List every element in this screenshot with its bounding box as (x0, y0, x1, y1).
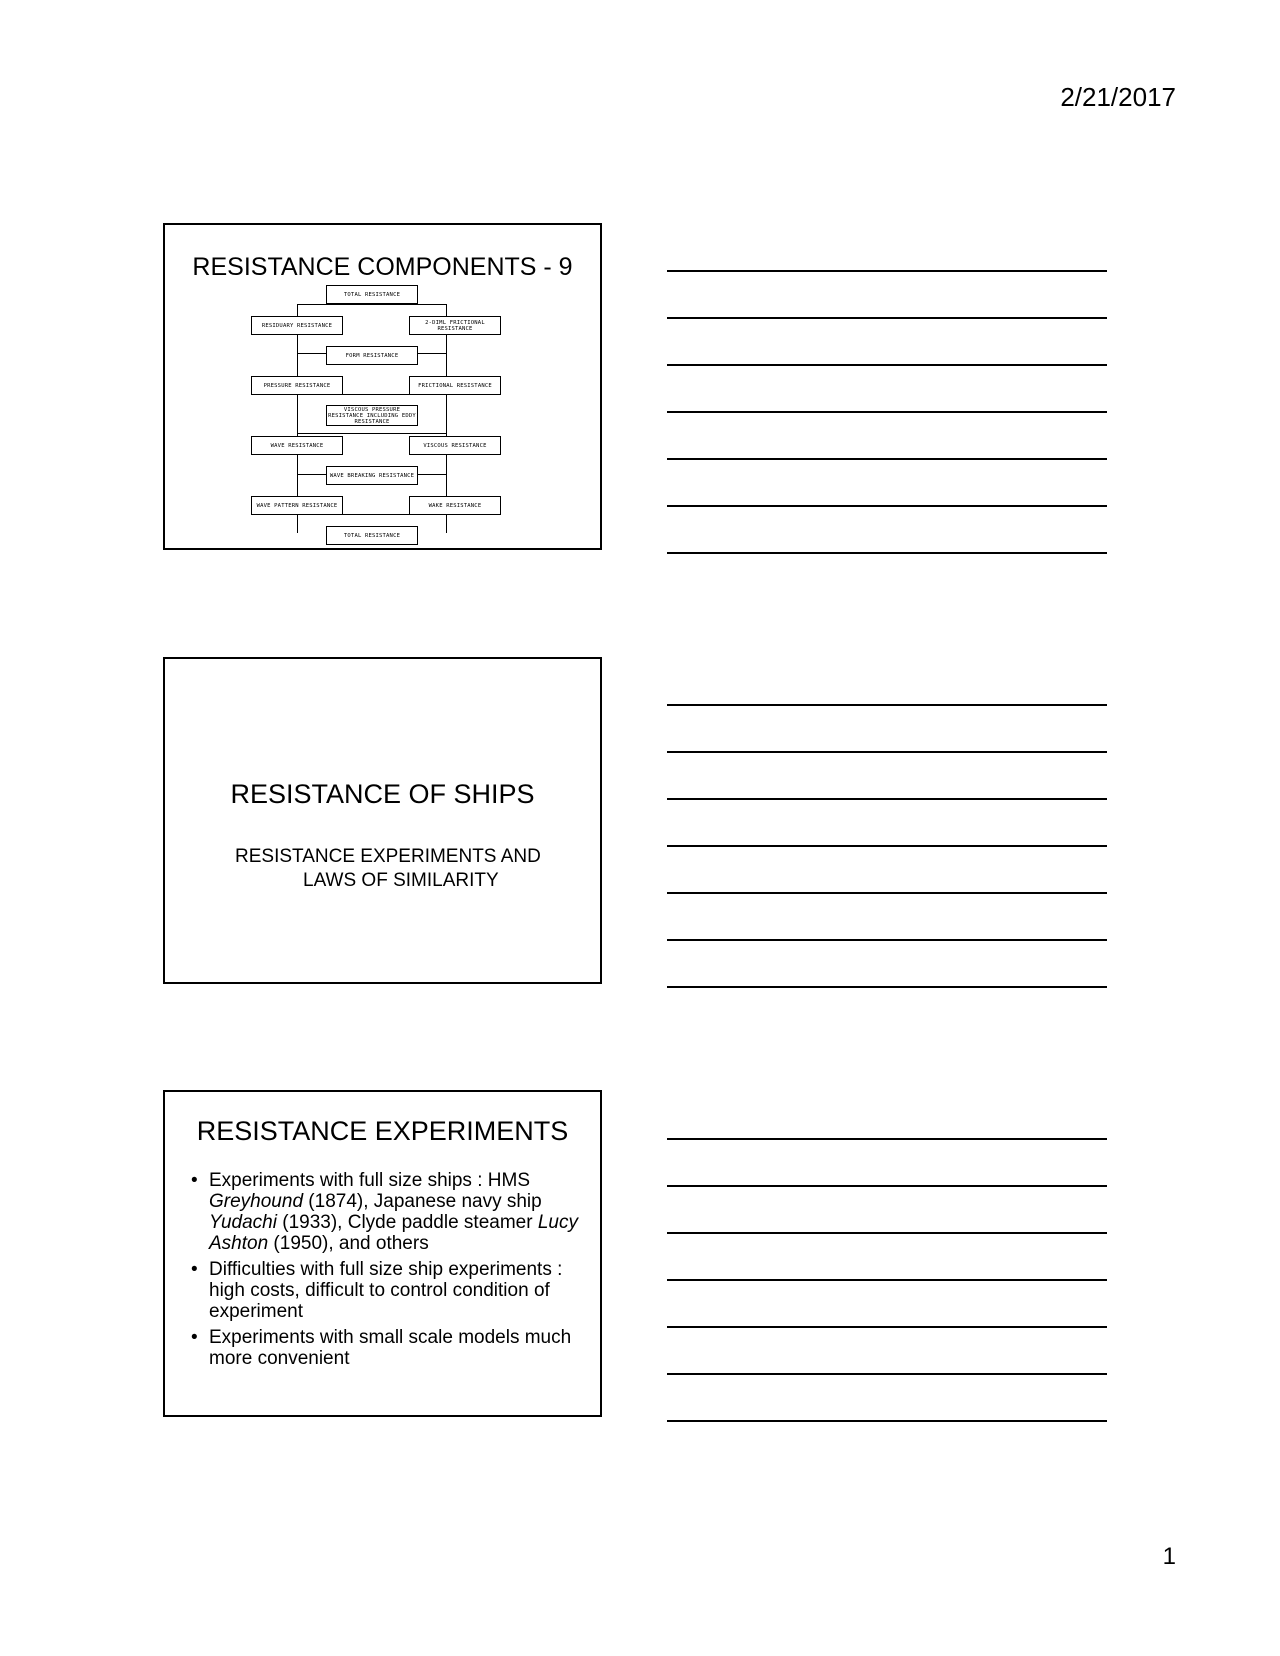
ship-name: Yudachi (209, 1212, 277, 1233)
bullet-text: Difficulties with full size ship experiments : high costs, difficult to control condition of experiment (209, 1259, 563, 1322)
diagram-box-wave-pattern-resistance: WAVE PATTERN RESISTANCE (251, 496, 343, 515)
note-line (667, 1279, 1107, 1281)
note-line (667, 939, 1107, 941)
bullet-list (189, 1170, 589, 1374)
note-line (667, 1373, 1107, 1375)
subtitle-line-1: RESISTANCE EXPERIMENTS AND (235, 846, 541, 867)
note-line (667, 458, 1107, 460)
bullet-dot-icon: • (191, 1170, 198, 1191)
note-line (667, 1326, 1107, 1328)
diagram-box-wake-resistance: WAKE RESISTANCE (409, 496, 501, 515)
diagram-box-pressure-resistance: PRESSURE RESISTANCE (251, 376, 343, 395)
ship-name: Lucy Ashton (209, 1212, 578, 1254)
bullet-dot-icon: • (191, 1327, 198, 1348)
page-date: 2/21/2017 (1060, 82, 1176, 112)
note-line (667, 1420, 1107, 1422)
bullet-text: Experiments with full size ships : HMS (209, 1170, 530, 1191)
page-number: 1 (1162, 1543, 1176, 1570)
subtitle-line-2: LAWS OF SIMILARITY (303, 870, 499, 891)
diagram-box-total-resistance: TOTAL RESISTANCE (326, 285, 418, 304)
note-line (667, 270, 1107, 272)
diagram-box-viscous-pressure-resistance: VISCOUS PRESSURE RESISTANCE INCLUDING EDDY RESISTANCE (326, 405, 418, 426)
note-line (667, 798, 1107, 800)
diagram-box-form-resistance: FORM RESISTANCE (326, 346, 418, 365)
note-line (667, 704, 1107, 706)
slide-resistance-of-ships (163, 657, 602, 984)
note-line (667, 505, 1107, 507)
note-line (667, 845, 1107, 847)
diagram-box-2d-frictional-resistance: 2-DIML FRICTIONAL RESISTANCE (409, 316, 501, 335)
bullet-item (189, 1327, 589, 1369)
note-line (667, 892, 1107, 894)
diagram-box-residuary-resistance: RESIDUARY RESISTANCE (251, 316, 343, 335)
note-line (667, 317, 1107, 319)
diagram-box-wave-resistance: WAVE RESISTANCE (251, 436, 343, 455)
diagram-box-wave-breaking-resistance: WAVE BREAKING RESISTANCE (326, 466, 418, 485)
note-line (667, 1138, 1107, 1140)
bullet-item (189, 1170, 589, 1254)
note-line (667, 1232, 1107, 1234)
note-line (667, 986, 1107, 988)
note-line (667, 1185, 1107, 1187)
bullet-text: (1874), Japanese navy ship (303, 1191, 542, 1212)
diagram-box-viscous-resistance: VISCOUS RESISTANCE (409, 436, 501, 455)
bullet-text: (1950), and others (268, 1233, 429, 1254)
slide-title: RESISTANCE COMPONENTS - 9 (192, 253, 573, 281)
bullet-text: (1933), Clyde paddle steamer (276, 1212, 538, 1233)
bullet-dot-icon: • (191, 1259, 198, 1280)
slide-subtitle (235, 845, 541, 893)
slide-resistance-experiments (163, 1090, 602, 1417)
diagram-box-total-resistance-bottom: TOTAL RESISTANCE (326, 526, 418, 545)
slide-resistance-components (163, 223, 602, 550)
note-line (667, 364, 1107, 366)
resistance-components-diagram (165, 225, 604, 552)
bullet-text: Experiments with small scale models much more convenient (209, 1327, 572, 1369)
ship-name: Greyhound (209, 1191, 304, 1212)
note-line (667, 751, 1107, 753)
note-line (667, 411, 1107, 413)
note-line (667, 552, 1107, 554)
diagram-box-frictional-resistance: FRICTIONAL RESISTANCE (409, 376, 501, 395)
bullet-item (189, 1259, 589, 1322)
slide-title: RESISTANCE EXPERIMENTS (196, 1116, 569, 1146)
slide-title: RESISTANCE OF SHIPS (230, 779, 535, 809)
